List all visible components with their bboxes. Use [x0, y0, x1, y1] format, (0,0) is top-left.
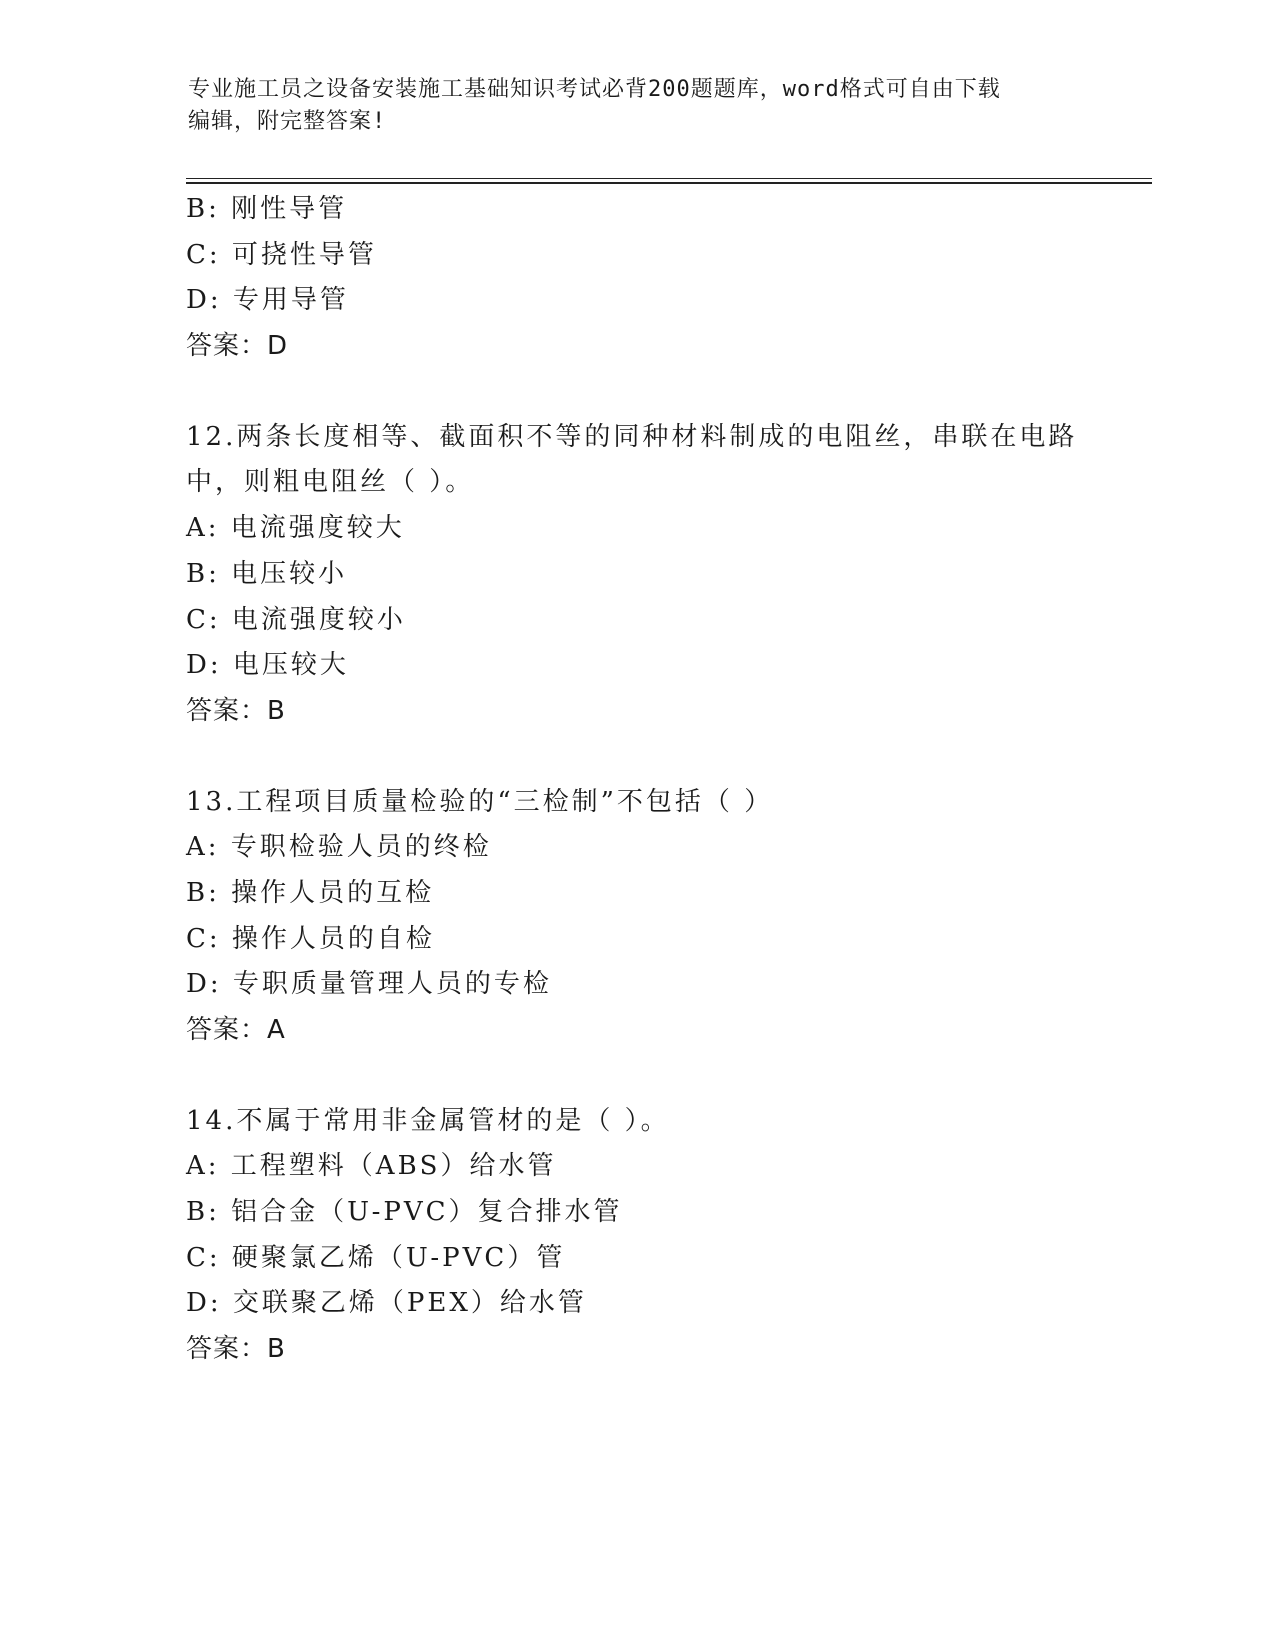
question-stem-line-1: 12.两条长度相等、截面积不等的同种材料制成的电阻丝，串联在电路: [186, 421, 1078, 452]
header-title-line-1: 专业施工员之设备安装施工基础知识考试必背200题题库，word格式可自由下载: [188, 77, 1001, 102]
option-c: C: 电流强度较小: [186, 604, 406, 635]
question-14: [186, 1099, 1146, 1373]
question-11: [186, 187, 1146, 370]
question-stem-line-2: 中，则粗电阻丝（ ）。: [186, 467, 475, 498]
option-d: D: 电压较大: [186, 650, 349, 681]
option-c: C: 硬聚氯乙烯（U-PVC）管: [186, 1242, 566, 1273]
option-b: B: 电压较小: [186, 558, 348, 589]
spacer: [186, 735, 1146, 780]
answer: 答案：D: [186, 331, 289, 362]
header-divider-thick: [186, 182, 1152, 184]
option-a: A: 电流强度较大: [186, 513, 405, 544]
spacer: [186, 1054, 1146, 1099]
option-b: B: 操作人员的互检: [186, 877, 435, 908]
answer: 答案：B: [186, 695, 286, 726]
option-d: D: 交联聚乙烯（PEX）给水管: [186, 1288, 587, 1319]
answer: 答案：B: [186, 1334, 286, 1365]
option-b: B: 刚性导管: [186, 194, 348, 224]
option-d: D: 专职质量管理人员的专检: [186, 969, 552, 1000]
header-divider-thin: [186, 178, 1152, 179]
option-b: B: 铝合金（U-PVC）复合排水管: [186, 1197, 623, 1228]
question-stem-line-1: 13.工程项目质量检验的“三检制”不包括（ ）: [186, 786, 774, 817]
question-stem-line-1: 14.不属于常用非金属管材的是（ ）。: [186, 1105, 670, 1136]
header-title-line-2: 编辑，附完整答案!: [188, 109, 387, 134]
answer: 答案：A: [186, 1015, 286, 1045]
document-header: [188, 74, 1088, 138]
spacer: [186, 370, 1146, 415]
question-12: [186, 415, 1146, 735]
option-d: D: 专用导管: [186, 285, 349, 316]
option-c: C: 操作人员的自检: [186, 923, 435, 954]
question-13: [186, 780, 1146, 1054]
option-a: A: 工程塑料（ABS）给水管: [186, 1151, 557, 1182]
option-a: A: 专职检验人员的终检: [186, 832, 492, 863]
option-c: C: 可挠性导管: [186, 239, 377, 270]
question-list: [186, 187, 1146, 1373]
